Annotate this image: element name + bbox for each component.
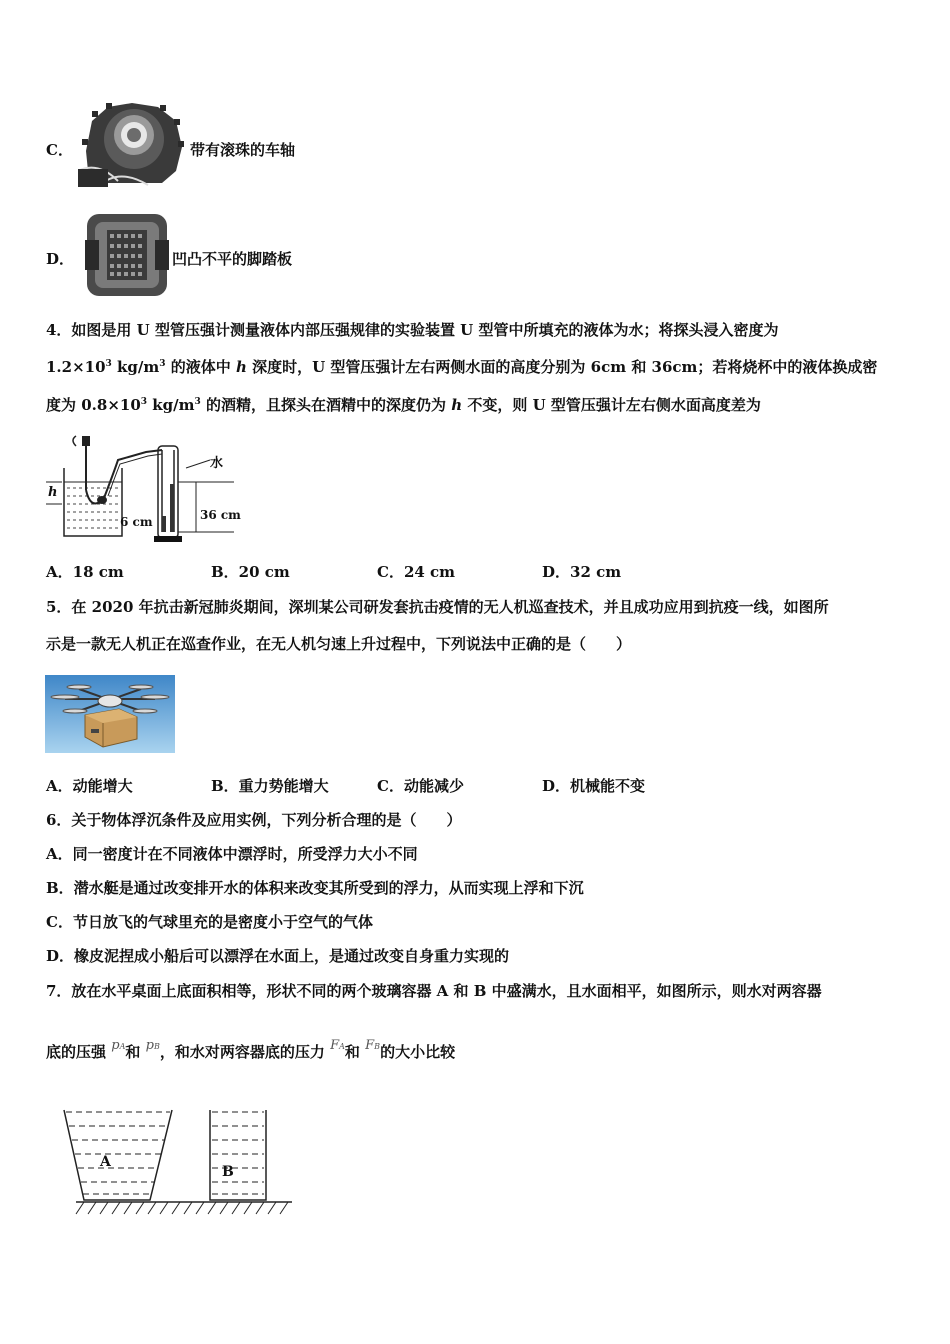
containers-figure [60,1104,300,1220]
q5-stem-line-1: 5．在 2020 年抗击新冠肺炎期间，深圳某公司研发套抗击疫情的无人机巡查技术，并且成功应用到抗疫一线，如图所 [46,598,829,616]
label-36cm: 36 cm [200,508,241,522]
q4-option-d: D．32 cm [542,563,622,581]
q6-option-c: C．节日放飞的气球里充的是密度小于空气的气体 [46,913,373,931]
q3-option-d-letter: D． [46,250,75,268]
label-container-a: A [100,1154,111,1170]
q4-stem-line-2: $1.2\times 10^3$ $kg/m^3$ 的液体中 h 深度时，U 型管压强计左右两侧水面的高度分别为 6cm 和 36cm；若将烧杯中的液体换成密 [46,358,878,376]
q5-option-d: D．机械能不变 [542,777,646,795]
q6-option-d: D．橡皮泥捏成小船后可以漂浮在水面上，是通过改变自身重力实现的 [46,947,510,965]
q5-option-a: A．动能增大 [46,777,133,795]
q4-option-b: B．20 cm [211,563,290,581]
bearing-axle-photo [78,101,186,187]
q4-stem-line-1: 4．如图是用 U 型管压强计测量液体内部压强规律的实验装置 U 型管中所填充的液体为水；将探头浸入密度为 [46,321,779,339]
q3-option-c-letter: C． [46,141,73,159]
label-water: 水 [210,456,224,471]
q3-option-c-text: 带有滚珠的车轴 [190,141,296,159]
q5-stem-line-2: 示是一款无人机正在巡查作业，在无人机匀速上升过程中，下列说法中正确的是（ ） [46,635,632,653]
label-container-b: B [222,1164,234,1180]
label-6cm: 6 cm [120,515,153,529]
q7-stem-line-1: 7．放在水平桌面上底面积相等，形状不同的两个玻璃容器 A 和 B 中盛满水，且水面相平，如图所示，则水对两容器 [46,982,822,1000]
drone-photo [45,675,175,753]
label-h: h [48,485,58,500]
q5-option-b: B．重力势能增大 [211,777,329,795]
q3-option-d-text: 凹凸不平的脚踏板 [172,250,293,268]
q6-option-b: B．潜水艇是通过改变排开水的体积来改变其所受到的浮力，从而实现上浮和下沉 [46,879,584,897]
q4-option-a: A．18 cm [46,563,124,581]
q6-option-a: A．同一密度计在不同液体中漂浮时，所受浮力大小不同 [46,845,418,863]
q4-stem-line-3: 度为 $0.8\times 10^3$ $kg/m^3$ 的酒精，且探头在酒精中的深度仍为 h 不变，则 U 型管压强计左右侧水面高度差为 [46,396,761,414]
q5-option-c: C．动能减少 [377,777,464,795]
q4-option-c: C．24 cm [377,563,456,581]
pedal-photo [85,212,169,298]
q7-stem-line-2: 底的压强 pA和 pB，和水对两容器底的压力 FA和 FB的大小比较 [46,1038,456,1061]
q6-stem: 6．关于物体浮沉条件及应用实例，下列分析合理的是（ ） [46,811,462,829]
